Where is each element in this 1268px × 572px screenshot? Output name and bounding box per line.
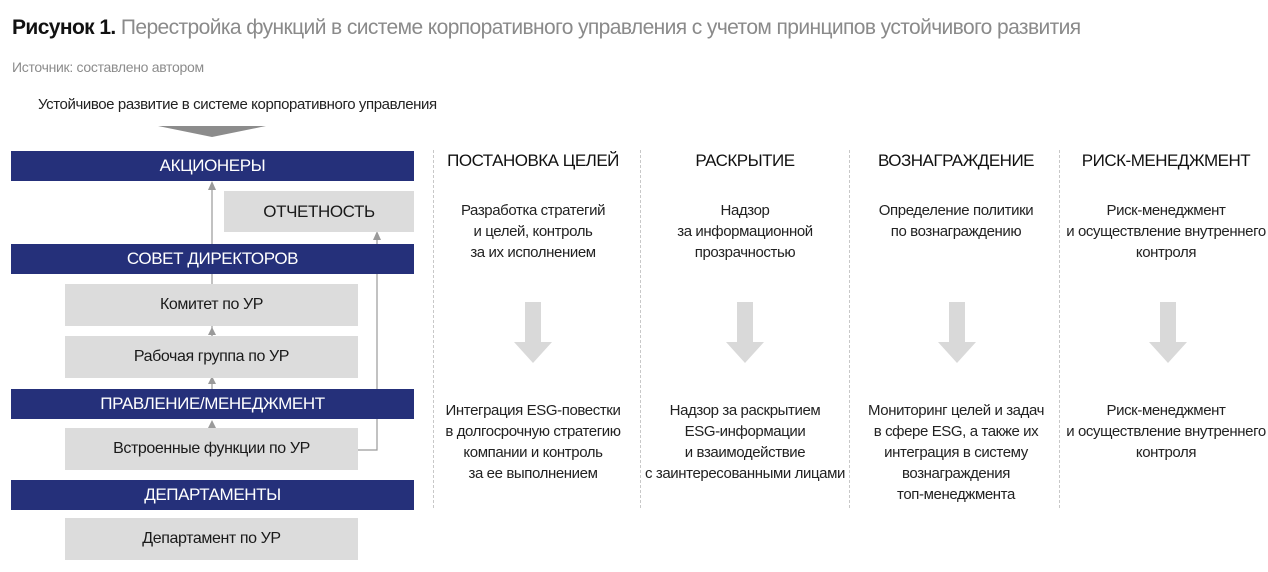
down-arrow-icon-1: [514, 302, 552, 363]
down-arrow-icon-3: [938, 302, 976, 363]
column-separator: [1059, 150, 1060, 508]
hierarchy-top-label: Устойчивое развитие в системе корпоративного управления: [38, 96, 437, 113]
management-band: ПРАВЛЕНИЕ/МЕНЕДЖМЕНТ: [11, 389, 414, 419]
column-remuneration-before: Определение политики по вознаграждению: [878, 202, 1034, 240]
down-arrow-icon-2: [726, 302, 764, 363]
column-heading-remuneration: ВОЗНАГРАЖДЕНИЕ: [877, 151, 1034, 170]
down-triangle-icon: [158, 126, 266, 137]
down-arrow-icon-4: [1149, 302, 1187, 363]
figure-title-text: Перестройка функций в системе корпоративного управления с учетом принципов устойчивого развития: [120, 16, 1081, 39]
column-risk-before: Риск-менеджмент и осуществление внутреннего контроля: [1066, 202, 1266, 261]
column-goals-before: Разработка стратегий и целей, контроль за их исполнением: [460, 202, 606, 261]
column-heading-goals: ПОСТАНОВКА ЦЕЛЕЙ: [447, 151, 619, 170]
department-box: Департамент по УР: [65, 518, 358, 560]
arrow-up-icon: [208, 181, 216, 190]
column-separator: [640, 150, 641, 508]
column-risk-after: Риск-менеджмент и осуществление внутреннего контроля: [1066, 402, 1266, 461]
column-remuneration-after: Мониторинг целей и задач в сфере ESG, а также их интеграция в систему вознаграждения топ-менеджмента: [867, 402, 1044, 503]
board-band: СОВЕТ ДИРЕКТОРОВ: [11, 244, 414, 274]
arrow-up-icon-2: [208, 327, 216, 335]
column-heading-disclosure: РАСКРЫТИЕ: [695, 151, 795, 170]
embedded-functions-box: Встроенные функции по УР: [65, 428, 358, 470]
column-disclosure-after: Надзор за раскрытием ESG-информации и взаимодействие с заинтересованными лицами: [645, 402, 845, 482]
figure-label: Рисунок 1.: [12, 16, 116, 39]
arrow-up-icon-4: [208, 420, 216, 428]
column-heading-risk: РИСК-МЕНЕДЖМЕНТ: [1081, 151, 1251, 170]
column-disclosure-before: Надзор за информационной прозрачностью: [677, 202, 813, 261]
column-arrows: [514, 302, 1187, 363]
departments-band: ДЕПАРТАМЕНТЫ: [11, 480, 414, 510]
column-separator: [849, 150, 850, 508]
reporting-box: ОТЧЕТНОСТЬ: [224, 191, 414, 232]
committee-box: Комитет по УР: [65, 284, 358, 326]
working-group-box: Рабочая группа по УР: [65, 336, 358, 378]
figure-source: Источник: составлено автором: [12, 59, 204, 75]
arrow-up-icon-reporting: [373, 231, 381, 240]
column-goals-after: Интеграция ESG-повестки в долгосрочную стратегию компании и контроль за ее выполнением: [445, 402, 621, 482]
shareholders-band: АКЦИОНЕРЫ: [11, 151, 414, 181]
